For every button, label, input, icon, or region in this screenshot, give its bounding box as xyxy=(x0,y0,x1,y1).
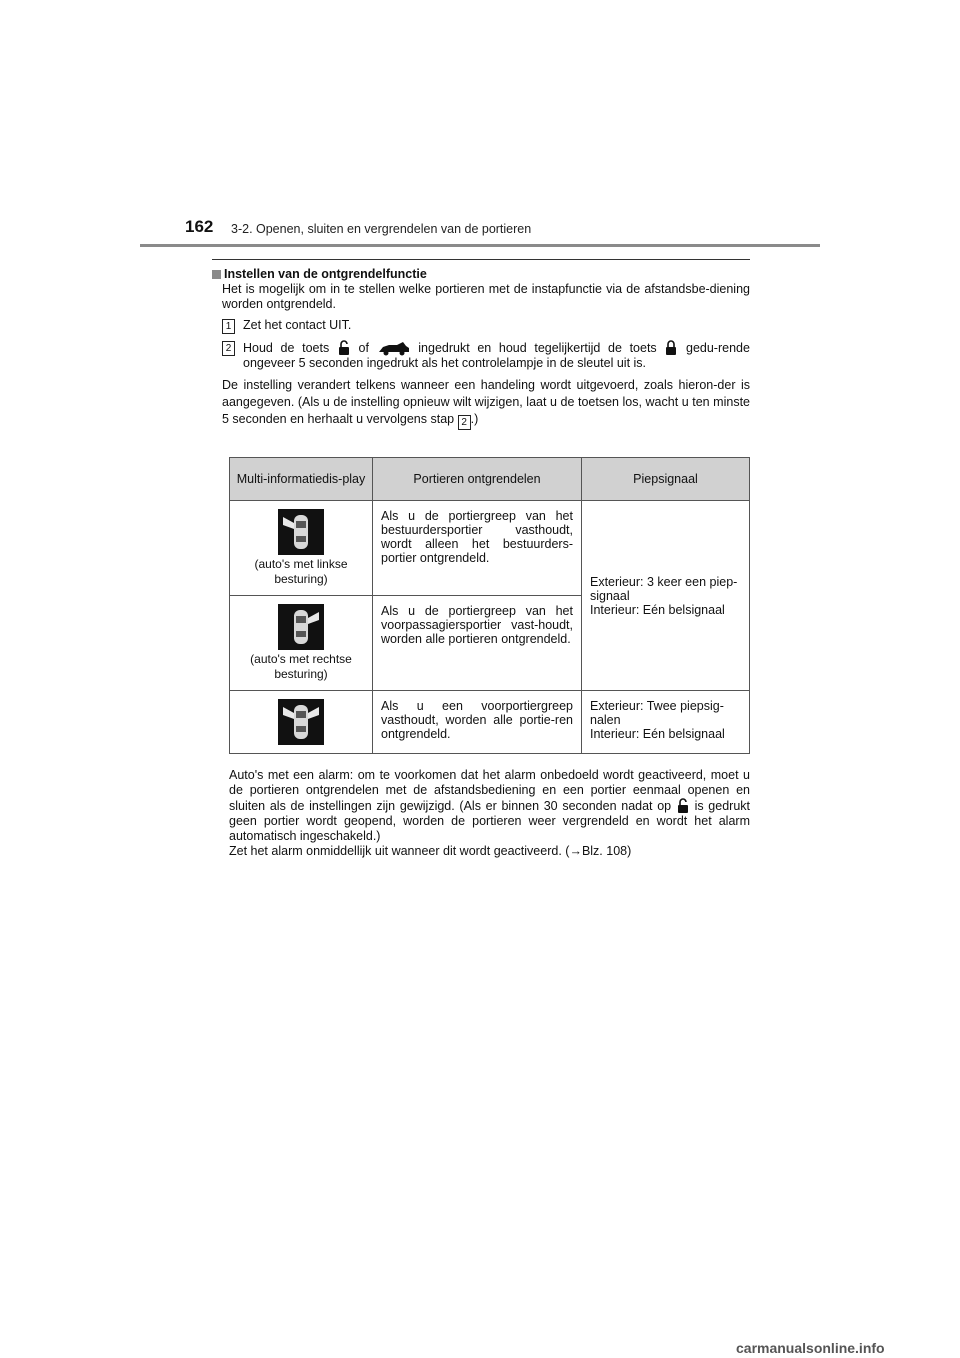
page-link[interactable]: Blz. 108) xyxy=(581,844,632,858)
page-number: 162 xyxy=(185,217,214,236)
car-door-left-open-icon xyxy=(278,509,324,555)
column-header: Portieren ontgrendelen xyxy=(373,458,582,501)
step-1 xyxy=(222,318,750,334)
column-header: Piepsignaal xyxy=(582,458,750,501)
section-header: 3-2. Openen, sluiten en vergrendelen van de portieren xyxy=(231,222,532,236)
alarm-note: Auto's met een alarm: om te voorkomen dat het alarm onbedoeld wordt geactiveerd, moet u de portieren ontgrendelen met de afstandsbediening en een portier eenmaal openen en sluiten als de instellingen zijn gewijzigd. (Als er binnen 30 seconden nadat op is gedrukt geen portier wordt geopend, worden de portieren weer vergrendeld en wordt het alarm automatisch ingeschakeld.) Zet het alarm onmiddellijk uit wanneer dit wordt geactiveerd. (→Blz. 108) xyxy=(229,768,751,858)
lock-icon xyxy=(664,340,678,356)
step-reference: 2 xyxy=(458,415,471,430)
arrow-icon: → xyxy=(569,844,582,858)
bullet-square-icon xyxy=(212,270,221,279)
display-cell: (auto's met rechtse besturing) xyxy=(230,596,373,691)
main-content xyxy=(212,264,750,430)
column-header: Multi-informatiedis-play xyxy=(230,458,373,501)
car-trunk-icon xyxy=(377,340,411,356)
unlock-cell: Als u een voorportiergreep vasthoudt, worden alle portie-ren ontgrendeld. xyxy=(373,691,582,754)
table-row xyxy=(230,691,750,754)
table-row xyxy=(230,501,750,596)
header-divider xyxy=(140,244,820,247)
car-door-right-open-icon xyxy=(278,604,324,650)
settings-paragraph: De instelling verandert telkens wanneer een handeling wordt uitgevoerd, zoals hieron-der is aangegeven. (Als u de instelling opnieuw wilt wijzigen, laat u de toetsen los, wacht u ten minste 5 seconden en herhaalt u vervolgens stap 2 .) xyxy=(222,378,750,428)
beep-cell: Exterieur: Twee piepsig-nalen Interieur: Eén belsignaal xyxy=(582,691,750,754)
step-text: Houd de toets of ingedrukt en houd tegelijkertijd de toets gedu-rende ongeveer 5 seconden ingedrukt als het controlelampje in de sleutel uit is. xyxy=(243,341,750,370)
watermark: carmanualsonline.info xyxy=(736,1340,885,1356)
display-cell: (auto's met linkse besturing) xyxy=(230,501,373,596)
intro-paragraph: Het is mogelijk om in te stellen welke portieren met de instapfunctie via de afstandsbe-diening worden ontgrendeld. xyxy=(222,282,750,311)
unlock-cell: Als u de portiergreep van het bestuurdersportier vasthoudt, wordt alleen het bestuurders-portier ontgrendeld. xyxy=(373,501,582,596)
settings-table xyxy=(229,457,750,754)
section-title: Instellen van de ontgrendelfunctie xyxy=(212,267,750,282)
unlock-icon xyxy=(337,340,351,356)
section-divider xyxy=(212,259,750,260)
unlock-icon xyxy=(676,798,690,814)
unlock-cell: Als u de portiergreep van het voorpassagiersportier vast-houdt, worden alle portieren ontgrendeld. xyxy=(373,596,582,691)
step-number: 2 xyxy=(222,341,235,356)
step-number: 1 xyxy=(222,319,235,334)
beep-cell: Exterieur: 3 keer een piep-signaal Interieur: Eén belsignaal xyxy=(582,501,750,691)
step-2 xyxy=(222,340,750,371)
display-cell xyxy=(230,691,373,754)
car-both-doors-open-icon xyxy=(278,699,324,745)
step-text: Zet het contact UIT. xyxy=(243,318,352,332)
